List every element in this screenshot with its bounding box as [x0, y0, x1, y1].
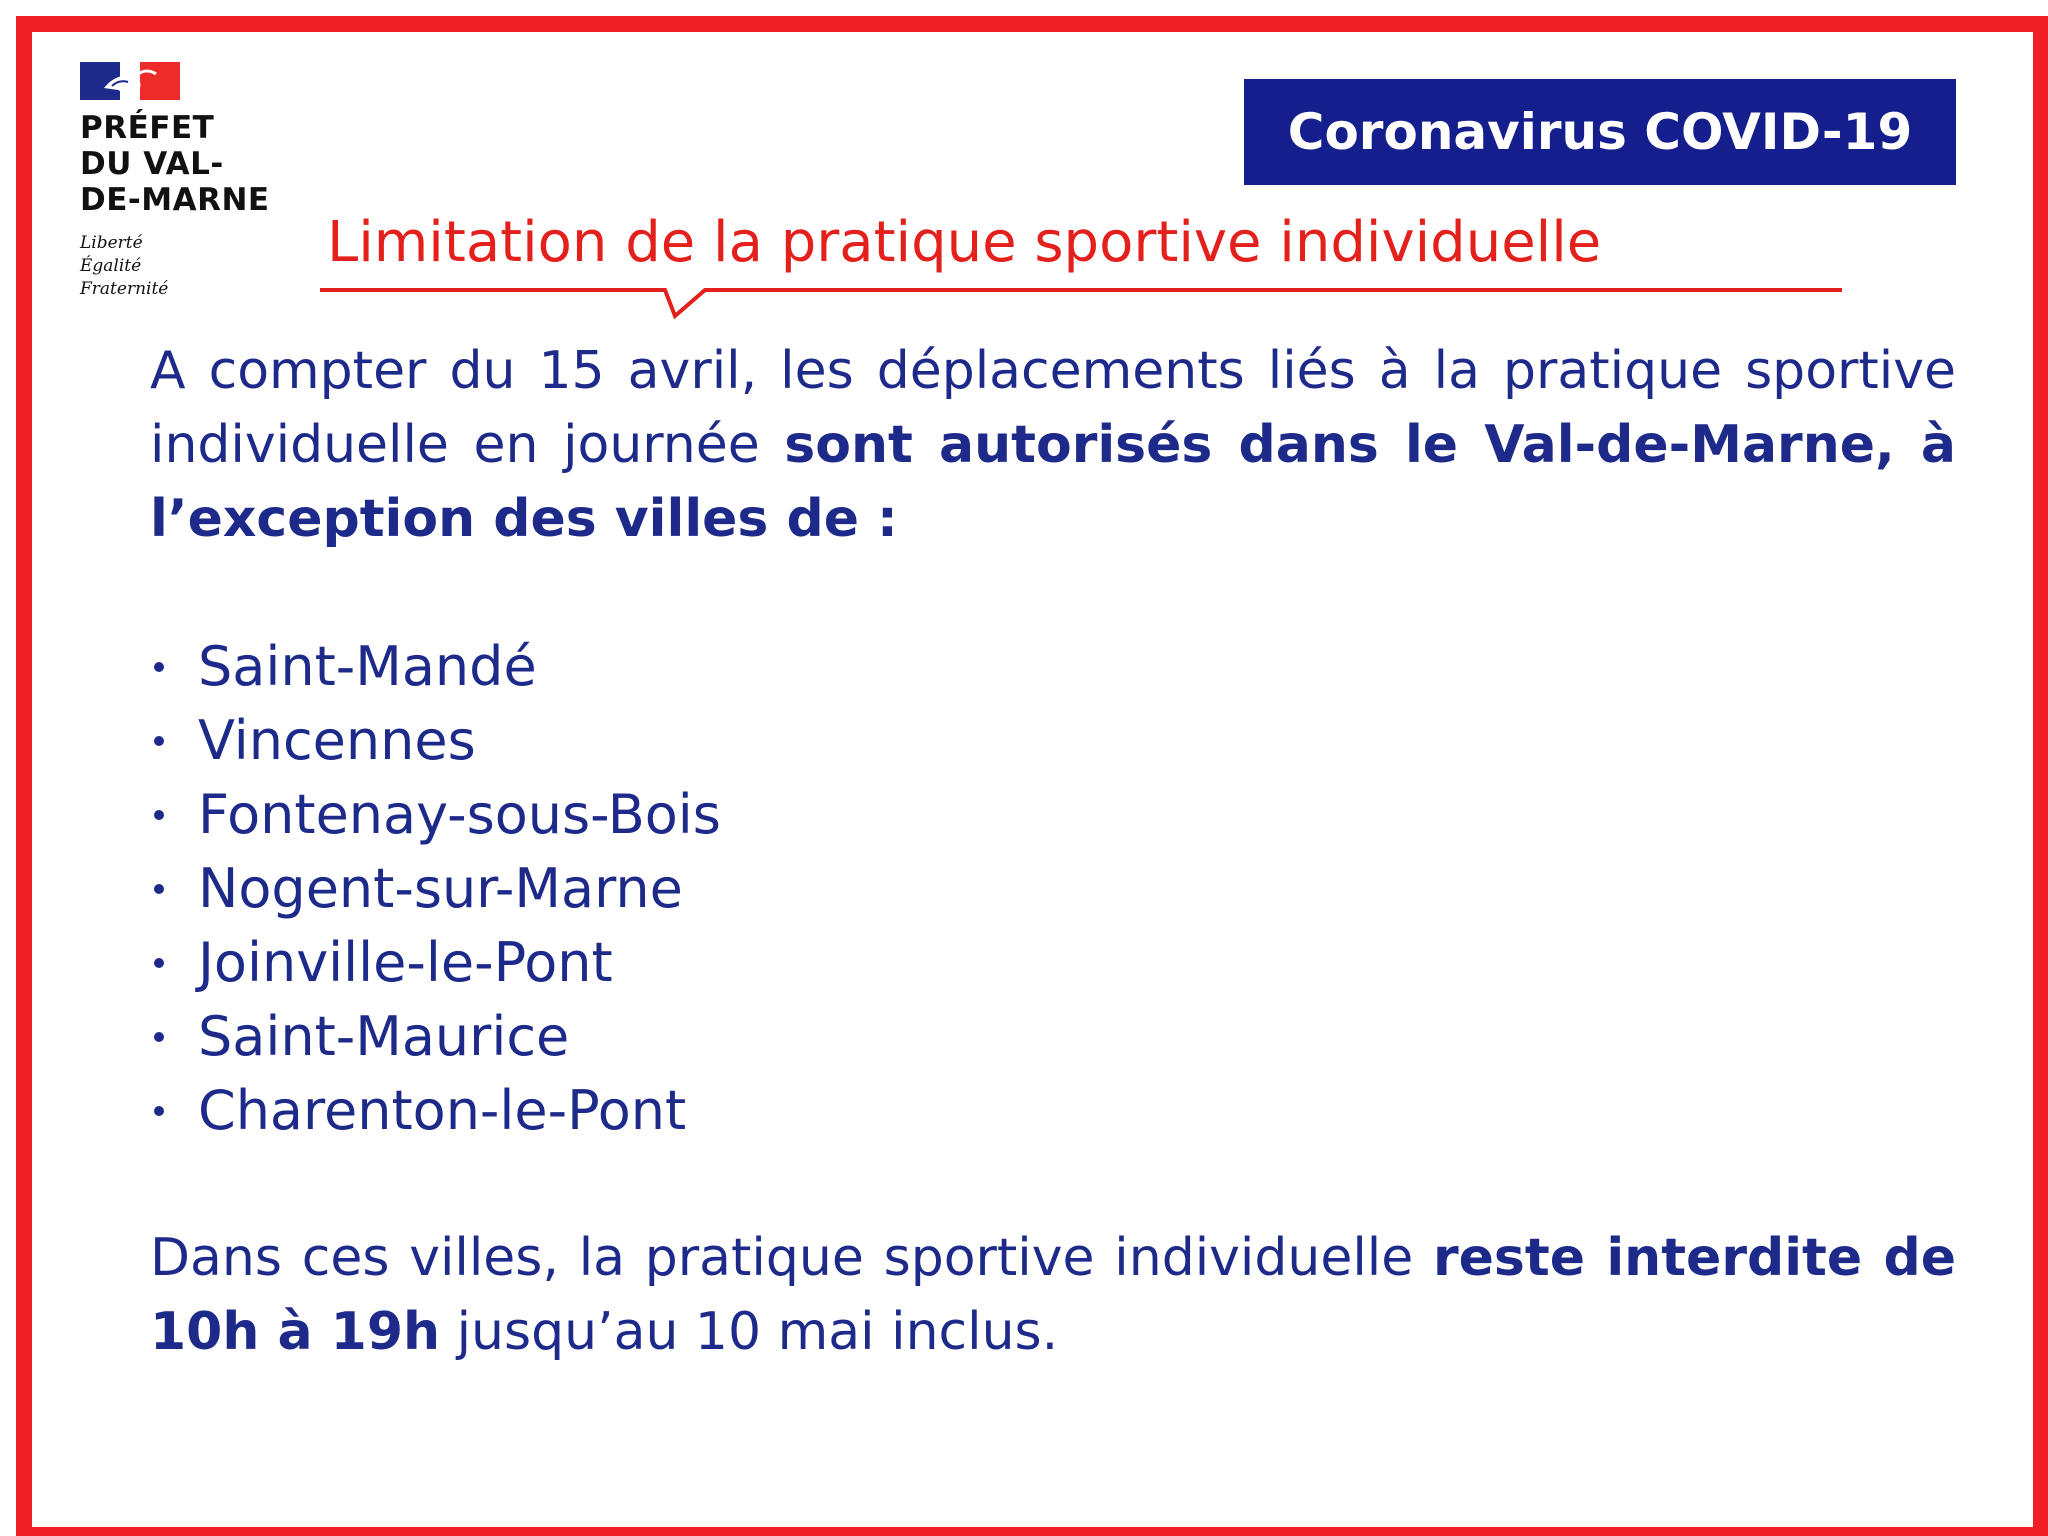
- bullet-icon: [154, 736, 164, 746]
- list-item: [150, 1000, 721, 1074]
- list-item: [150, 778, 721, 852]
- page-title: Limitation de la pratique sportive individuelle: [327, 210, 1602, 275]
- list-item: [150, 852, 721, 926]
- bullet-icon: [154, 958, 164, 968]
- prefet-label: [80, 110, 310, 218]
- bullet-icon: [154, 1106, 164, 1116]
- motto-liberte: Liberté: [80, 233, 143, 253]
- list-item: [150, 926, 721, 1000]
- conclusion-text-1: Dans ces villes, la pratique sportive individuelle: [150, 1228, 1434, 1288]
- marianne-flag-icon: [80, 62, 180, 100]
- city-name: Fontenay-sous-Bois: [198, 783, 721, 846]
- list-item: [150, 630, 721, 704]
- prefet-line-3: DE-MARNE: [80, 182, 270, 218]
- intro-text: A compter du 15 avril, les déplacements liés à la pratique sportive individuelle en journée: [150, 341, 1956, 475]
- city-name: Charenton-le-Pont: [198, 1079, 687, 1142]
- motto-fraternite: Fraternité: [80, 279, 169, 299]
- conclusion-text-2: jusqu’au 10 mai inclus.: [440, 1302, 1059, 1362]
- motto-egalite: Égalité: [80, 256, 142, 276]
- intro-paragraph: [150, 334, 1956, 556]
- bullet-icon: [154, 662, 164, 672]
- conclusion-paragraph: [150, 1221, 1956, 1369]
- prefet-line-1: PRÉFET: [80, 110, 215, 146]
- title-speech-underline: [320, 280, 1850, 322]
- conclusion-bold-text: reste interdite de 10h à 19h: [150, 1228, 1956, 1362]
- republic-motto: [80, 232, 310, 301]
- bullet-icon: [154, 810, 164, 820]
- city-name: Saint-Maurice: [198, 1005, 570, 1068]
- bullet-icon: [154, 884, 164, 894]
- prefecture-logo: [80, 62, 310, 301]
- city-list: [150, 630, 721, 1148]
- intro-bold-text: sont autorisés dans le Val-de-Marne, à l’exception des villes de :: [150, 415, 1956, 549]
- list-item: [150, 704, 721, 778]
- bullet-icon: [154, 1032, 164, 1042]
- city-name: Joinville-le-Pont: [198, 931, 613, 994]
- city-name: Nogent-sur-Marne: [198, 857, 683, 920]
- city-name: Vincennes: [198, 709, 476, 772]
- covid-badge: Coronavirus COVID-19: [1244, 79, 1956, 185]
- prefet-line-2: DU VAL-: [80, 146, 224, 182]
- list-item: [150, 1074, 721, 1148]
- city-name: Saint-Mandé: [198, 635, 537, 698]
